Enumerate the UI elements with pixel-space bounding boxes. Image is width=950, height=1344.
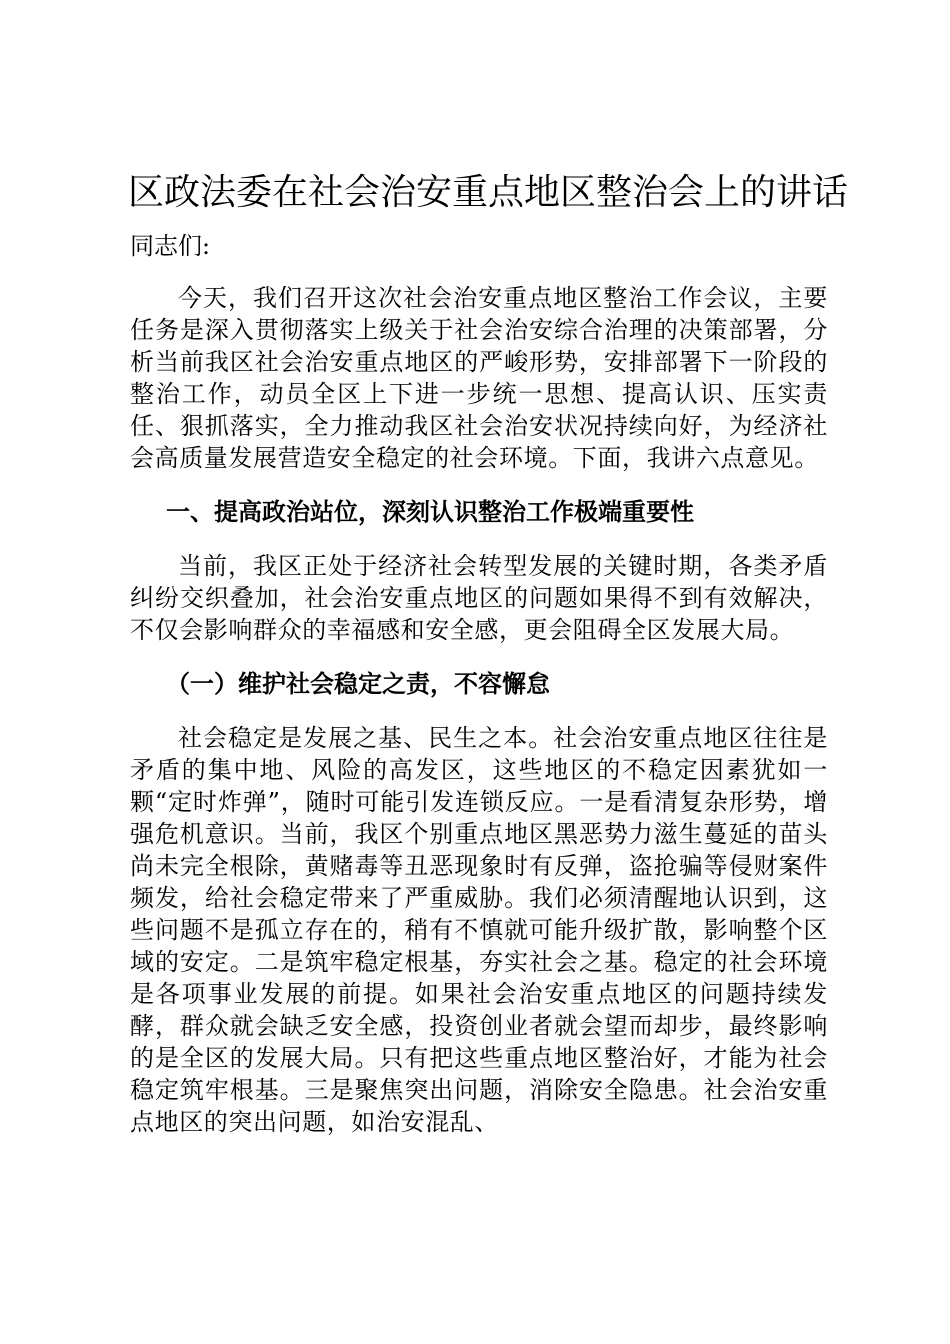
subsection-heading-1: （一）维护社会稳定之责，不容懈怠 [166,669,550,698]
subsection-1-paragraph: 社会稳定是发展之基、民生之本。社会治安重点地区往往是矛盾的集中地、风险的高发区，这些地区的不稳定因素犹如一颗“定时炸弹”，随时可能引发连锁反应。一是看清复杂形势，增强危机意识。当前，我区个别重点地区黑恶势力滋生蔓延的苗头尚未完全根除，黄赌毒等丑恶现象时有反弹，盗抢骗等侵财案件频发，给社会稳定带来了严重威胁。我们必须清醒地认识到，这些问题不是孤立存在的，稍有不慎就可能升级扩散，影响整个区域的安定。二是筑牢稳定根基，夯实社会之基。稳定的社会环境是各项事业发展的前提。如果社会治安重点地区的问题持续发酵，群众就会缺乏安全感，投资创业者就会望而却步，最终影响的是全区的发展大局。只有把这些重点地区整治好，才能为社会稳定筑牢根基。三是聚焦突出问题，消除安全隐患。社会治安重点地区的突出问题，如治安混乱、 [130,724,828,1136]
greeting: 同志们: [130,232,211,260]
section-1-paragraph: 当前，我区正处于经济社会转型发展的关键时期，各类矛盾纠纷交织叠加，社会治安重点地区的问题如果得不到有效解决，不仅会影响群众的幸福感和安全感，更会阻碍全区发展大局。 [130,552,828,644]
document-title: 区政法委在社会治安重点地区整治会上的讲话 [128,172,849,213]
document-body [128,168,849,1160]
section-heading-1: 一、提高政治站位，深刻认识整治工作极端重要性 [166,497,694,526]
intro-paragraph: 今天，我们召开这次社会治安重点地区整治工作会议，主要任务是深入贯彻落实上级关于社会治安综合治理的决策部署，分析当前我区社会治安重点地区的严峻形势，安排部署下一阶段的整治工作，动员全区上下进一步统一思想、提高认识、压实责任、狠抓落实，全力推动我区社会治安状况持续向好，为经济社会高质量发展营造安全稳定的社会环境。下面，我讲六点意见。 [130,284,828,472]
